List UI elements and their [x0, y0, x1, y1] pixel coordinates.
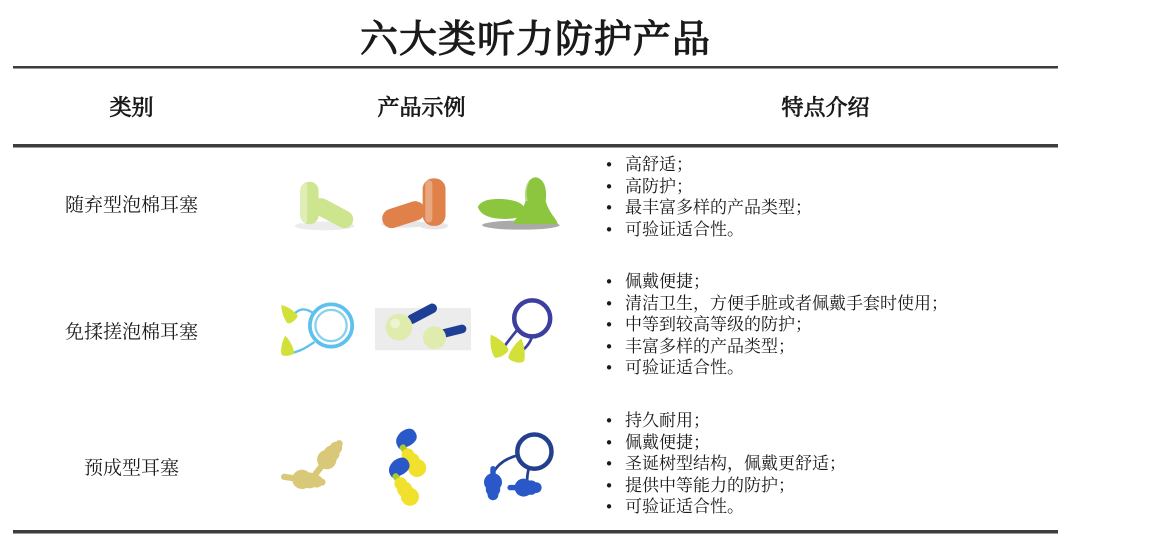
green-bell-foam-earplug-pair-image [473, 163, 565, 243]
table-bottom-divider [13, 530, 1058, 533]
feature-item: • 佩戴便捷； [593, 272, 1058, 294]
slide [13, 0, 1058, 533]
header-category: 类别 [109, 95, 154, 121]
feature-item: • 可验证适合性。 [593, 220, 1058, 242]
feature-item: • 提供中等能力的防护； [593, 476, 1058, 498]
product-images-cell [250, 259, 593, 402]
push-in-pod-earplugs-navy-stem-image [375, 290, 471, 372]
feature-item: • 最丰富多样的产品类型； [593, 198, 1058, 220]
khaki-flanged-earplug-pair-image [279, 426, 367, 506]
product-images-cell [250, 147, 593, 259]
feature-list [593, 155, 1058, 241]
table-row [13, 402, 1058, 530]
feature-item: • 高防护； [593, 177, 1058, 199]
feature-list [593, 411, 1058, 519]
corded-earplugs-light-blue-cord-image [274, 290, 366, 372]
features-cell [593, 402, 1058, 530]
feature-item: • 可验证适合性。 [593, 358, 1058, 380]
page-title: 六大类听力防护产品 [359, 16, 711, 61]
category-cell: 免揉搓泡棉耳塞 [64, 321, 198, 343]
table-row [13, 259, 1058, 402]
orange-foam-earplug-pair-image [376, 163, 464, 243]
product-images-cell [250, 402, 593, 530]
features-cell [593, 147, 1058, 259]
feature-item: • 佩戴便捷； [593, 433, 1058, 455]
feature-item: • 中等到较高等级的防护； [593, 315, 1058, 337]
feature-list [593, 272, 1058, 380]
table-header-row [13, 68, 1058, 144]
feature-item: • 持久耐用； [593, 411, 1058, 433]
feature-item: • 高舒适； [593, 155, 1058, 177]
table-row [13, 147, 1058, 259]
feature-item: • 清洁卫生，方便手脏或者佩戴手套时使用； [593, 294, 1058, 316]
category-cell: 预成型耳塞 [83, 456, 179, 479]
blue-triflange-corded-earplugs-image [475, 424, 565, 508]
category-cell: 随弃型泡棉耳塞 [64, 193, 198, 216]
corded-earplugs-navy-cord-image [480, 290, 570, 372]
features-cell [593, 259, 1058, 402]
pale-green-foam-earplug-pair-image [279, 163, 367, 243]
header-product-examples: 产品示例 [377, 95, 466, 121]
header-features: 特点介绍 [781, 95, 870, 121]
feature-item: • 丰富多样的产品类型； [593, 337, 1058, 359]
feature-item: • 圣诞树型结构，佩戴更舒适； [593, 454, 1058, 476]
feature-item: • 可验证适合性。 [593, 497, 1058, 519]
yellow-flanged-earplugs-blue-handle-image [376, 424, 466, 508]
